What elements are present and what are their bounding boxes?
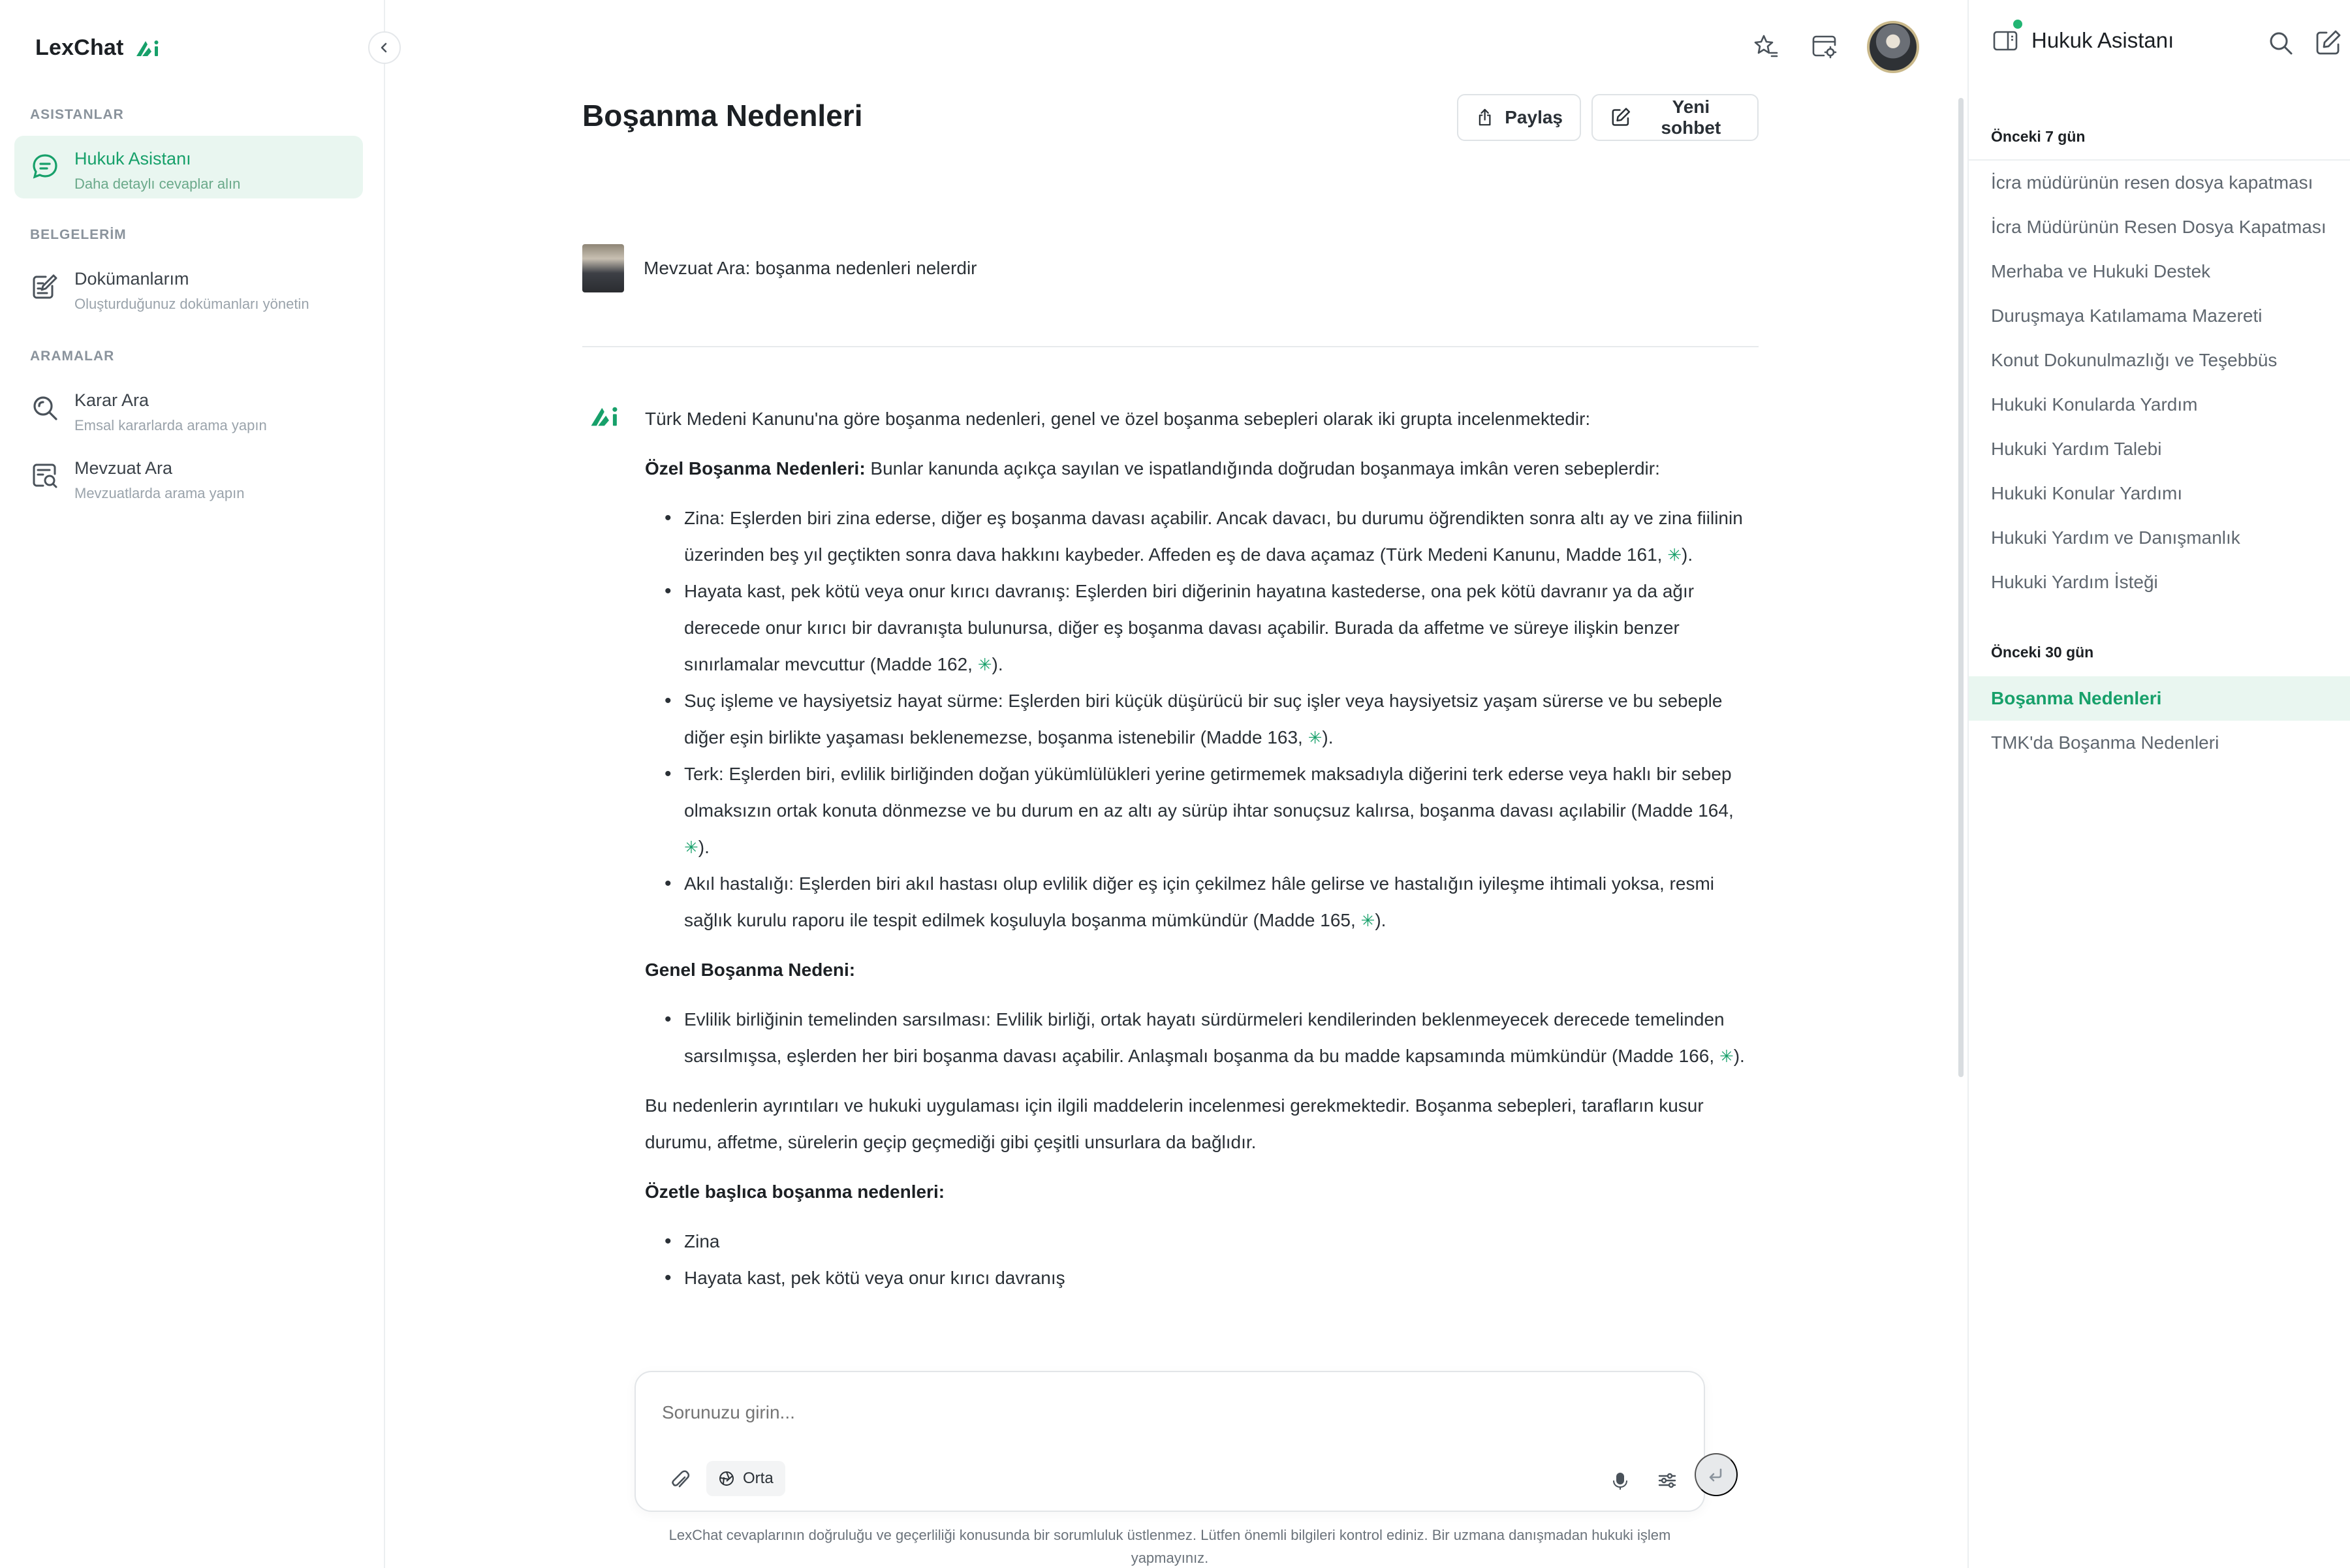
new-chat-icon: [1610, 106, 1631, 129]
section-label-aramalar: ARAMALAR: [30, 349, 115, 364]
list-item: • Suç işleme ve haysiyetsiz hayat sürme: Eşlerden biri küçük düşürücü bir suç işler veya haysiyetsiz yaşam sürerse ve bu sebeple diğer eşin birlikte yaşaması beklenemezse, boşanma istenebilir (Madde 163, ✳).: [645, 683, 1761, 756]
list-item: • Terk: Eşlerden biri, evlilik birliğinden doğan yükümlülükleri yerine getirmemek maksadıyla diğerini terk ederse veya haklı bir sebep olmaksızın ortak konuta dönmezse ve bu durum en az altı ay sürüp ihtar sonuçsuz kalırsa, boşanma davası açılabilir (Madde 164, ✳).: [645, 756, 1761, 866]
history-item-active[interactable]: Boşanma Nedenleri: [1969, 676, 2350, 721]
history-item[interactable]: Duruşmaya Katılamama Mazereti: [1991, 306, 2263, 326]
send-button[interactable]: [1695, 1453, 1738, 1496]
message-divider: [582, 346, 1759, 347]
citation-star-icon[interactable]: ✳: [1719, 1046, 1734, 1066]
list-item: • Hayata kast, pek kötü veya onur kırıcı davranış: [645, 1260, 1761, 1296]
citation-star-icon[interactable]: ✳: [684, 838, 698, 857]
general-heading: Genel Boşanma Nedeni:: [645, 960, 856, 980]
assistant-answer: [645, 401, 1761, 1309]
ai-logo-icon: [134, 39, 162, 58]
list-item: • Evlilik birliğinin temelinden sarsılması: Evlilik birliği, ortak hayatı sürdürmeleri kendilerinden beklenmeyecek derecede temelinden sarsılmışsa, eşlerden her biri boşanma davası açabilir. Anlaşmalı boşanma da bu madde kapsamında mümkündür (Madde 166, ✳).: [645, 1001, 1761, 1074]
collapse-sidebar-button[interactable]: [368, 31, 401, 64]
top-actions: [1749, 21, 1919, 73]
history-sidebar: [1967, 0, 2350, 1568]
section-label-belgelerim: BELGELERİM: [30, 227, 127, 242]
logo[interactable]: [35, 35, 162, 61]
citation-star-icon[interactable]: ✳: [1360, 911, 1375, 930]
main-panel: [385, 0, 1965, 1568]
mode-selector[interactable]: [706, 1461, 785, 1496]
sidebar-item-subtitle: Emsal kararlarda arama yapın: [74, 417, 267, 433]
share-button-label: Paylaş: [1505, 107, 1563, 127]
favorites-icon[interactable]: [1749, 31, 1782, 63]
answer-special-paragraph: [645, 450, 1761, 487]
microphone-icon[interactable]: [1607, 1467, 1633, 1494]
chevron-left-icon: [378, 41, 391, 54]
history-item[interactable]: İcra müdürünün resen dosya kapatması: [1991, 172, 2313, 193]
compose-icon[interactable]: [2313, 29, 2342, 57]
mode-label: Orta: [743, 1469, 774, 1487]
citation-star-icon[interactable]: ✳: [977, 655, 992, 674]
disclaimer-text: LexChat cevaplarının doğruluğu ve geçerliliği konusunda bir sorumluluk üstlenmez. Lütfen önemli bilgileri kontrol ediniz. Bir uzmana danışmadan hukuki işlem yapmayınız.: [668, 1527, 1671, 1566]
history-item[interactable]: İcra Müdürünün Resen Dosya Kapatması: [1991, 217, 2326, 237]
document-edit-icon: [30, 272, 60, 302]
aperture-icon: [718, 1470, 735, 1487]
search-icon: [30, 393, 60, 423]
answer-conclusion: Bu nedenlerin ayrıntıları ve hukuki uygulaması için ilgili maddelerin incelenmesi gerekmektedir. Boşanma sebepleri, tarafların kusur durumu, affetme, sürelerin geçip geçmediği gibi çeşitli unsurlara da bağlıdır.: [645, 1095, 1704, 1152]
sidebar-item-karar-ara[interactable]: [14, 377, 363, 440]
citation-star-icon[interactable]: ✳: [1308, 728, 1323, 747]
attachment-icon[interactable]: [667, 1467, 693, 1494]
history-item[interactable]: Merhaba ve Hukuki Destek: [1991, 261, 2211, 281]
list-item: • Zina: Eşlerden biri zina ederse, diğer eş boşanma davası açabilir. Ancak davacı, bu durumu öğrendikten sonra altı ay ve zina fiilinin üzerinden beş yıl geçtikten sonra dava hakkını kaybeder. Affeden eş de dava açamaz (Türk Medeni Kanunu, Madde 161, ✳).: [645, 500, 1761, 573]
sidebar-item-mevzuat-ara[interactable]: [14, 445, 363, 508]
page-title: Boşanma Nedenleri: [582, 99, 863, 133]
sidebar-item-hukuk-asistani[interactable]: [14, 136, 363, 198]
new-chat-button[interactable]: [1591, 94, 1759, 141]
section-label-asistanlar: ASISTANLAR: [30, 107, 124, 122]
special-reasons-list: [645, 500, 1761, 939]
sidebar-item-dokumanlarim[interactable]: [14, 256, 363, 319]
scrollbar[interactable]: [1958, 98, 1964, 1077]
general-reasons-list: [645, 1001, 1761, 1074]
sidebar-item-subtitle: Daha detaylı cevaplar alın: [74, 176, 241, 192]
citation-star-icon[interactable]: ✳: [1667, 545, 1682, 565]
share-icon: [1475, 106, 1494, 129]
history-item[interactable]: Hukuki Yardım ve Danışmanlık: [1991, 527, 2240, 548]
panel-toggle-icon[interactable]: [1991, 26, 2020, 55]
history-item[interactable]: Konut Dokunulmazlığı ve Teşebbüs: [1991, 350, 2278, 370]
special-heading: Özel Boşanma Nedenleri:: [645, 458, 866, 478]
user-message-text: Mevzuat Ara: boşanma nedenleri nelerdir: [644, 258, 977, 278]
sidebar-item-title: Hukuk Asistanı: [74, 149, 191, 168]
logo-text: LexChat: [35, 35, 124, 60]
history-item[interactable]: Hukuki Yardım İsteği: [1991, 572, 2158, 592]
special-description: Bunlar kanunda açıkça sayılan ve ispatlandığında doğrudan boşanmaya imkân veren sebeplerdir:: [865, 458, 1660, 478]
answer-intro: Türk Medeni Kanunu'na göre boşanma nedenleri, genel ve özel boşanma sebepleri olarak iki grupta incelenmektedir:: [645, 409, 1591, 429]
history-header: [1991, 26, 2174, 55]
list-item: • Akıl hastalığı: Eşlerden biri akıl hastası olup evlilik diğer eş için çekilmez hâle gelirse ve hastalığın iyileşme ihtimali yoksa, resmi sağlık kurulu raporu ile tespit edilmek koşuluyla boşanma mümkündür (Madde 165, ✳).: [645, 866, 1761, 939]
sidebar-item-title: Karar Ara: [74, 390, 149, 410]
chat-bubble-icon: [30, 151, 60, 181]
user-avatar-button[interactable]: [1867, 21, 1919, 73]
history-item[interactable]: Hukuki Konular Yardımı: [1991, 483, 2183, 503]
summary-list: [645, 1223, 1761, 1296]
general-heading-paragraph: [645, 952, 1761, 988]
sidebar-item-subtitle: Oluşturduğunuz dokümanları yönetin: [74, 296, 309, 312]
message-input[interactable]: [662, 1402, 1641, 1423]
browser-settings-icon[interactable]: [1808, 31, 1841, 63]
search-icon[interactable]: [2266, 29, 2295, 57]
user-avatar: [582, 244, 624, 292]
history-item[interactable]: Hukuki Yardım Talebi: [1991, 439, 2162, 459]
sidebar-item-subtitle: Mevzuatlarda arama yapın: [74, 485, 245, 501]
user-message: [582, 244, 977, 292]
assistant-avatar-icon: [589, 405, 621, 431]
sidebar-item-title: Mevzuat Ara: [74, 458, 173, 478]
sidebar-item-title: Dokümanlarım: [74, 269, 189, 289]
history-group-label: Önceki 30 gün: [1991, 644, 2094, 661]
history-item[interactable]: TMK'da Boşanma Nedenleri: [1991, 732, 2219, 753]
status-dot: [2013, 20, 2022, 29]
share-button[interactable]: [1457, 94, 1581, 141]
summary-heading: Özetle başlıca boşanma nedenleri:: [645, 1182, 945, 1202]
list-item: • Zina: [645, 1223, 1761, 1260]
left-sidebar: [0, 0, 385, 1568]
new-chat-label: Yeni sohbet: [1661, 97, 1721, 138]
search-document-icon: [30, 461, 60, 491]
summary-heading-paragraph: [645, 1174, 1761, 1210]
history-title: Hukuk Asistanı: [2031, 28, 2174, 52]
message-composer: [634, 1371, 1705, 1512]
enter-arrow-icon: [1706, 1465, 1726, 1484]
history-item[interactable]: Hukuki Konularda Yardım: [1991, 394, 2198, 415]
history-group-label: Önceki 7 gün: [1991, 128, 2086, 145]
list-item: • Hayata kast, pek kötü veya onur kırıcı davranış: Eşlerden biri diğerinin hayatına kastederse, ona pek kötü davranır ya da ağır derecede onur kırıcı bir davranışta bulunursa, diğer eş boşanma davası açabilir. Burada da affetme ve süreye ilişkin benzer sınırlamalar mevcuttur (Madde 162, ✳).: [645, 573, 1761, 683]
settings-sliders-icon[interactable]: [1654, 1467, 1680, 1494]
